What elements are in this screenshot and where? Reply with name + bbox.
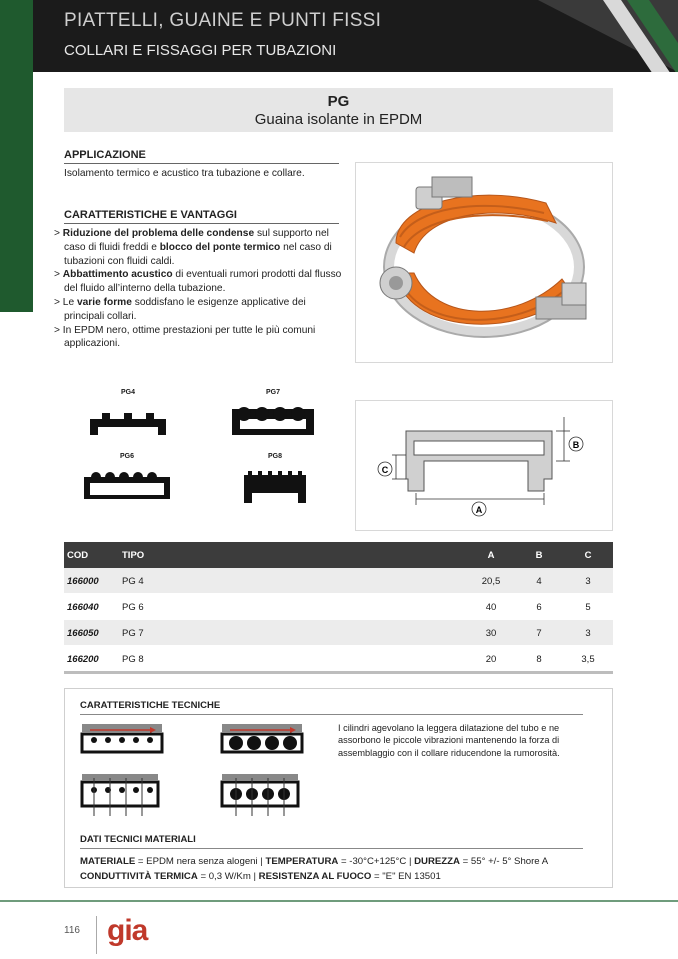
materials-line-2: CONDUTTIVITÀ TERMICA = 0,3 W/Km | RESISTENZA AL FUOCO = "E" EN 13501 [80,871,441,882]
cell-a: 30 [485,628,497,639]
tech-diagram-2 [222,724,302,752]
cell-c: 5 [585,602,591,613]
cell-b: 8 [536,654,542,665]
caratteristiche-heading: CARATTERISTICHE E VANTAGGI [64,209,339,224]
cell-tipo: PG 4 [122,576,144,587]
table-bottom-rule [64,671,613,674]
brand-logo: gia [107,914,148,947]
cell-cod: 166000 [67,576,99,587]
material-key: MATERIALE [80,856,136,867]
profile-label: PG7 [265,389,280,396]
profile-pg7-shape [230,397,316,441]
header-b: B [535,550,543,561]
applicazione-text: Isolamento termico e acustico tra tubazione e collare. [64,168,305,179]
tech-diagrams [80,722,320,822]
dimension-label-c: C [381,465,389,475]
dimension-drawing [355,400,613,531]
fire-resistance-key: RESISTENZA AL FUOCO [258,871,372,882]
caratteristiche-list [54,227,344,351]
page-number: 116 [64,925,80,936]
hardness-key: DUREZZA [414,856,460,867]
dimension-diagram [356,401,612,530]
cell-tipo: PG 8 [122,654,144,665]
tech-diagram-4 [222,774,298,816]
materials-line-1: MATERIALE = EPDM nera senza alogeni | TEMPERATURA = -30°C+125°C | DUREZZA = 55° +/- 5° Shore A [80,856,549,867]
clamp-illustration [356,163,612,362]
dimension-label-a: A [475,505,483,515]
table-header [64,542,613,568]
hardness-value: = 55° +/- 5° Shore A [459,856,549,867]
tech-box [64,688,613,888]
material-value: = EPDM nera senza alogeni [135,856,258,867]
cell-a: 20,5 [481,576,501,587]
tech-description: I cilindri agevolano la leggera dilatazione del tubo e ne assorbono le piccole vibrazioni mantenendo la forza di assemblaggio con il collare riducendone la rumorosità. [338,723,560,758]
profile-label: PG6 [119,453,134,460]
temperature-key: TEMPERATURA [265,856,339,867]
tech-diagram-3 [82,774,158,816]
product-table [64,542,613,672]
table-row [64,568,613,594]
cell-tipo: PG 6 [122,602,144,613]
applicazione-heading: APPLICAZIONE [64,149,339,164]
cell-cod: 166050 [67,628,99,639]
header-cod: COD [67,550,89,561]
conductivity-key: CONDUTTIVITÀ TERMICA [80,871,198,882]
profile-pg4 [88,389,168,439]
temperature-value: = -30°C+125°C [338,856,407,867]
cell-a: 20 [485,654,497,665]
header-subcategory: COLLARI E FISSAGGI PER TUBAZIONI [64,42,337,59]
product-photo [355,162,613,363]
tech-diagram-1 [82,724,162,752]
table-row [64,646,613,672]
cell-b: 7 [536,628,542,639]
materials-heading: DATI TECNICI MATERIALI [80,834,583,849]
side-green-strip [0,0,33,312]
cell-b: 6 [536,602,542,613]
cell-c: 3 [585,628,591,639]
conductivity-value: = 0,3 W/Km [197,871,251,882]
list-item: > Le varie forme soddisfano le esigenze applicative dei principali collari. [54,296,306,322]
cell-a: 40 [485,602,497,613]
list-item: > Riduzione del problema delle condense sul supporto nel caso di fluidi freddi e blocco del ponte termico nel caso di tubazioni con fluidi caldi. [54,228,332,267]
tech-heading: CARATTERISTICHE TECNICHE [80,700,583,715]
page-header [33,0,678,72]
profile-label: PG4 [120,389,135,396]
list-item: > In EPDM nero, ottime prestazioni per tutte le più comuni applicazioni. [54,324,316,350]
header-c: C [584,550,592,561]
list-item: > Abbattimento acustico di eventuali rumori prodotti dal flusso del fluido all’interno della tubazione. [54,269,342,295]
cell-c: 3,5 [581,654,595,665]
profile-pg6-shape [82,461,172,505]
dimension-label-b: B [572,440,580,450]
cell-b: 4 [536,576,542,587]
header-a: A [487,550,495,561]
fire-resistance-value: = "E" EN 13501 [371,871,441,882]
cell-tipo: PG 7 [122,628,144,639]
cell-cod: 166200 [67,654,99,665]
product-code: PG [327,93,350,110]
header-tipo: TIPO [122,550,145,561]
footer-rule [0,900,678,902]
profile-pg8-shape [240,461,310,507]
table-row [64,594,613,620]
cell-cod: 166040 [67,602,99,613]
profile-label: PG8 [267,453,282,460]
profile-pg7 [230,389,316,439]
footer-separator [96,916,97,954]
profile-pg6 [82,453,172,503]
table-row [64,620,613,646]
header-category: PIATTELLI, GUAINE E PUNTI FISSI [64,10,382,31]
product-title-box [64,88,613,132]
product-name: Guaina isolante in EPDM [254,111,423,128]
profile-pg8 [240,453,310,507]
profile-pg4-shape [88,399,168,441]
cell-c: 3 [585,576,591,587]
